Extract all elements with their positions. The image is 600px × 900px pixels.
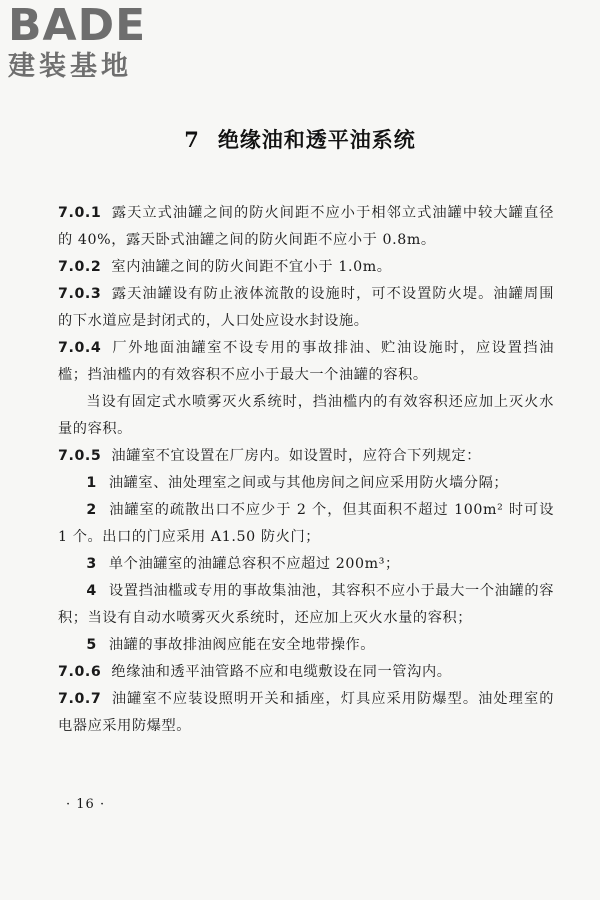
page-number: · 16 · xyxy=(66,797,106,812)
list-item xyxy=(58,551,554,578)
clause-paragraph xyxy=(58,443,554,470)
paragraph xyxy=(58,389,554,443)
bade-logo xyxy=(8,0,178,86)
paragraph-text: 绝缘油和透平油管路不应和电缆敷设在同一管沟内。 xyxy=(111,664,452,680)
clause-number: 7.0.1 xyxy=(58,205,102,221)
list-item xyxy=(58,470,554,497)
paragraph-text: 油罐室的疏散出口不应少于 2 个，但其面积不超过 100m² 时可设 1 个。出口的门应采用 A1.50 防火门； xyxy=(58,502,554,545)
paragraph-text: 露天立式油罐之间的防火间距不应小于相邻立式油罐中较大罐直径的 40%，露天卧式油罐之间的防火间距不应小于 0.8m。 xyxy=(58,205,554,248)
paragraph-text: 厂外地面油罐室不设专用的事故排油、贮油设施时，应设置挡油槛；挡油槛内的有效容积不应小于最大一个油罐的容积。 xyxy=(58,340,554,383)
clause-number: 7.0.6 xyxy=(58,664,102,680)
list-item xyxy=(58,632,554,659)
paragraph-text: 油罐的事故排油阀应能在安全地带操作。 xyxy=(108,637,376,653)
clause-number: 7.0.7 xyxy=(58,691,102,707)
clause-number: 7.0.5 xyxy=(58,448,102,464)
paragraph-text: 当设有固定式水喷雾灭火系统时，挡油槛内的有效容积还应加上灭火水量的容积。 xyxy=(58,394,554,437)
clause-number: 7.0.3 xyxy=(58,286,102,302)
clause-paragraph xyxy=(58,281,554,335)
clause-paragraph xyxy=(58,659,554,686)
clause-paragraph xyxy=(58,335,554,389)
item-number: 2 xyxy=(86,502,97,518)
clause-paragraph xyxy=(58,686,554,740)
logo-subtitle: 建装基地 xyxy=(8,51,132,82)
clause-number: 7.0.4 xyxy=(58,340,102,356)
chapter-title-text: 绝缘油和透平油系统 xyxy=(217,128,416,152)
clause-paragraph xyxy=(58,254,554,281)
item-number: 5 xyxy=(86,637,97,653)
paragraph-text: 油罐室不宜设置在厂房内。如设置时，应符合下列规定： xyxy=(111,448,482,464)
paragraph-text: 油罐室、油处理室之间或与其他房间之间应采用防火墙分隔； xyxy=(108,475,509,491)
paragraph-text: 油罐室不应装设照明开关和插座，灯具应采用防爆型。油处理室的电器应采用防爆型。 xyxy=(58,691,554,734)
chapter-number: 7 xyxy=(184,127,200,152)
chapter-title xyxy=(0,124,600,154)
item-number: 1 xyxy=(86,475,97,491)
paragraph-text: 室内油罐之间的防火间距不宜小于 1.0m。 xyxy=(111,259,392,275)
logo-word: BADE xyxy=(8,0,147,51)
paragraph-text: 露天油罐设有防止液体流散的设施时，可不设置防火堤。油罐周围的下水道应是封闭式的，人口处应设水封设施。 xyxy=(58,286,554,329)
paragraph-text: 单个油罐室的油罐总容积不应超过 200m³； xyxy=(108,556,400,572)
clause-paragraph xyxy=(58,200,554,254)
item-number: 3 xyxy=(86,556,97,572)
list-item xyxy=(58,497,554,551)
item-number: 4 xyxy=(86,583,97,599)
list-item xyxy=(58,578,554,632)
clause-number: 7.0.2 xyxy=(58,259,102,275)
paragraph-text: 设置挡油槛或专用的事故集油池，其容积不应小于最大一个油罐的容积；当设有自动水喷雾灭火系统时，还应加上灭火水量的容积； xyxy=(58,583,554,626)
document-body xyxy=(58,200,554,740)
